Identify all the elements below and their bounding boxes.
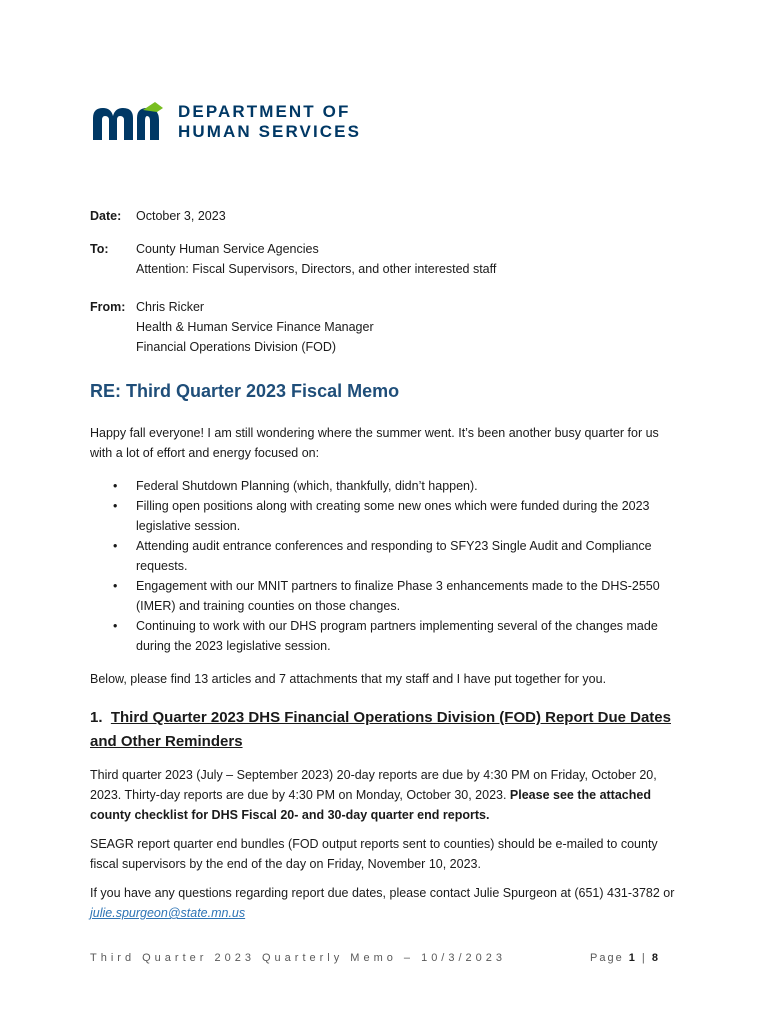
from-line2: Health & Human Service Finance Manager	[136, 320, 374, 334]
page-label: Page	[590, 952, 629, 964]
agency-name-line2: HUMAN SERVICES	[178, 122, 362, 141]
due-dates-text: Third quarter 2023 (July – September 2023) 20-day reports are due by 4:30 PM on Friday, October 20, 2023. Thirty-day reports are due by 4:30 PM on Monday, October 30, 2023.	[90, 768, 657, 802]
section-heading	[90, 706, 690, 754]
email-link[interactable]: julie.spurgeon@state.mn.us	[90, 906, 246, 920]
due-dates-bold-note: Please see the attached county checklist for DHS Fiscal 20- and 30-day quarter end reports.	[90, 788, 651, 822]
list-item	[90, 616, 680, 656]
from-line1: Chris Ricker	[136, 300, 205, 314]
agency-name-line1: DEPARTMENT OF	[178, 102, 351, 121]
intro-paragraph: Happy fall everyone! I am still wondering where the summer went. It’s been another busy quarter for us with a lot of effort and energy focused on:	[90, 426, 659, 460]
list-item	[90, 536, 680, 576]
list-item-text: Continuing to work with our DHS program partners implementing several of the changes made during the 2023 legislative session.	[136, 619, 658, 653]
bullet-icon: •	[113, 579, 118, 593]
focus-list	[90, 476, 680, 656]
page-total: 8	[651, 952, 660, 964]
section-number: 1.	[90, 709, 103, 726]
contact-text: If you have any questions regarding report due dates, please contact Julie Spurgeon at (651) 431-3782 or	[90, 886, 675, 900]
from-label: From:	[90, 300, 126, 314]
to-line2: Attention: Fiscal Supervisors, Directors, and other interested staff	[136, 262, 497, 276]
mn-logo-icon	[89, 100, 167, 144]
dhs-logo	[89, 100, 361, 144]
bullet-icon: •	[113, 619, 118, 633]
from-line3: Financial Operations Division (FOD)	[136, 340, 337, 354]
list-item	[90, 496, 680, 536]
bullet-icon: •	[113, 539, 118, 553]
contact-paragraph	[90, 883, 682, 923]
seagr-paragraph: SEAGR report quarter end bundles (FOD output reports sent to counties) should be e-mailed to county fiscal supervisors by the end of the day on Friday, November 10, 2023.	[90, 837, 658, 871]
list-item-text: Filling open positions along with creating some new ones which were funded during the 2023 legislative session.	[136, 499, 650, 533]
date-label: Date:	[90, 209, 122, 223]
list-item-text: Attending audit entrance conferences and responding to SFY23 Single Audit and Compliance requests.	[136, 539, 652, 573]
bullet-icon: •	[113, 479, 118, 493]
list-item-text: Engagement with our MNIT partners to finalize Phase 3 enhancements made to the DHS-2550 (IMER) and training counties on those changes.	[136, 579, 660, 613]
list-item	[90, 576, 680, 616]
page-indicator	[590, 952, 660, 964]
list-item	[90, 476, 680, 496]
to-line1: County Human Service Agencies	[136, 242, 319, 256]
summary-paragraph: Below, please find 13 articles and 7 attachments that my staff and I have put together for you.	[90, 672, 607, 686]
to-label: To:	[90, 242, 109, 256]
page-number: 1	[628, 952, 637, 964]
section-title: Third Quarter 2023 DHS Financial Operations Division (FOD) Report Due Dates and Other Reminders	[90, 709, 671, 750]
due-dates-paragraph	[90, 765, 682, 825]
memo-title: RE: Third Quarter 2023 Fiscal Memo	[90, 381, 400, 401]
page-separator: |	[636, 952, 652, 964]
list-item-text: Federal Shutdown Planning (which, thankfully, didn’t happen).	[136, 479, 478, 493]
footer-left: Third Quarter 2023 Quarterly Memo – 10/3/2023	[90, 952, 507, 964]
bullet-icon: •	[113, 499, 118, 513]
date-value: October 3, 2023	[136, 209, 226, 223]
agency-name	[178, 102, 361, 142]
